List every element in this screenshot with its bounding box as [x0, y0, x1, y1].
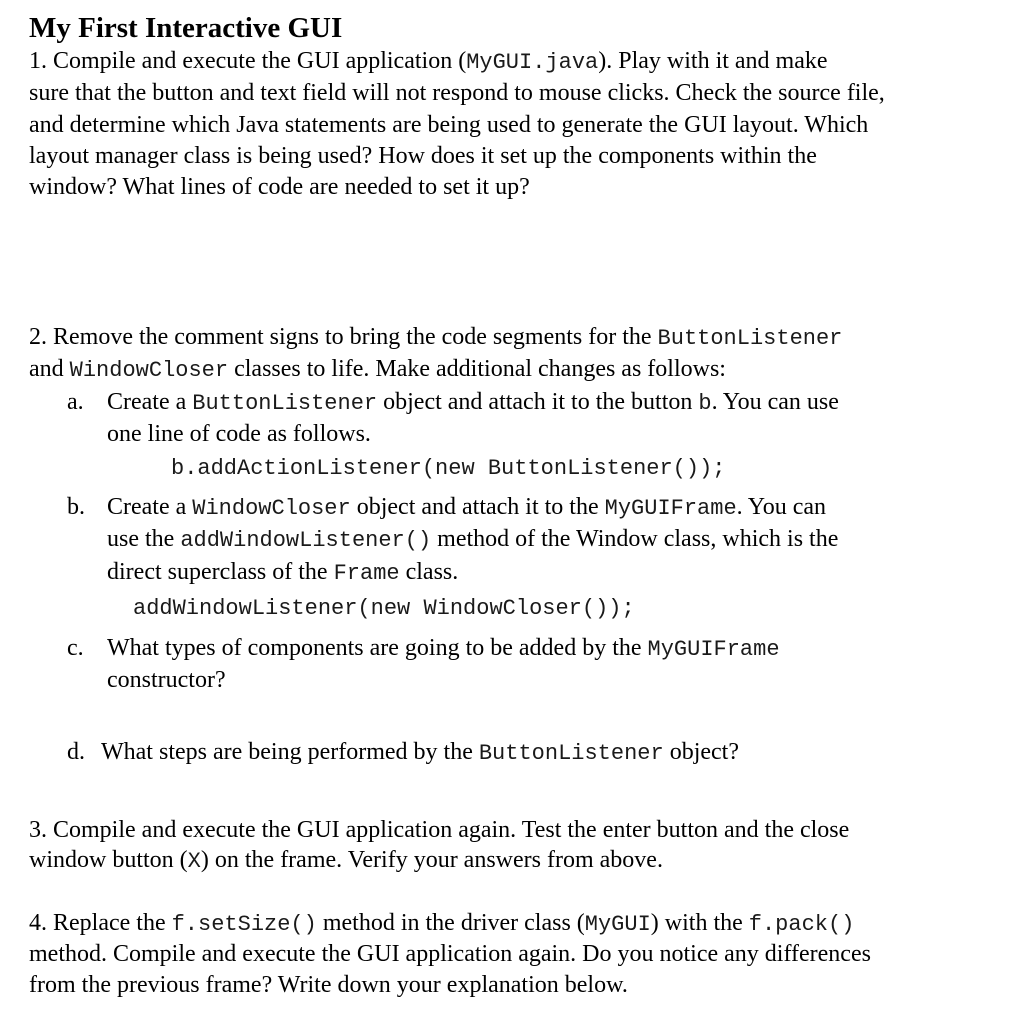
q2c-marker: c.	[67, 635, 84, 661]
q1-line-3: and determine which Java statements are being used to generate the GUI layout. Which	[29, 112, 869, 138]
q1-line-5: window? What lines of code are needed to set it up?	[29, 174, 530, 200]
q2b-line-2: use the addWindowListener() method of the Window class, which is the	[107, 526, 839, 553]
page-title: My First Interactive GUI	[29, 12, 343, 44]
q4-line-3: from the previous frame? Write down your explanation below.	[29, 972, 628, 998]
q1-line-2: sure that the button and text field will not respond to mouse clicks. Check the source file,	[29, 80, 885, 106]
q1-line-4: layout manager class is being used? How does it set up the components within the	[29, 143, 817, 169]
q4-line-2: method. Compile and execute the GUI application again. Do you notice any differences	[29, 941, 871, 967]
q2a-line-2: one line of code as follows.	[107, 421, 371, 447]
q2b-line-3: direct superclass of the Frame class.	[107, 559, 459, 586]
q3-line-2: window button (X) on the frame. Verify your answers from above.	[29, 847, 663, 874]
q4-line-1: 4. Replace the f.setSize() method in the driver class (MyGUI) with the f.pack()	[29, 910, 855, 937]
q2-line-2: and WindowCloser classes to life. Make additional changes as follows:	[29, 356, 726, 383]
q1-line-1: 1. Compile and execute the GUI application (MyGUI.java). Play with it and make	[29, 48, 828, 75]
q2b-line-1: Create a WindowCloser object and attach it to the MyGUIFrame. You can	[107, 494, 827, 521]
q2c-line-2: constructor?	[107, 667, 226, 693]
q2d-marker: d.	[67, 739, 85, 765]
q2c-line-1: What types of components are going to be added by the MyGUIFrame	[107, 635, 780, 662]
q2a-line-1: Create a ButtonListener object and attach it to the button b. You can use	[107, 389, 839, 416]
q2b-code: addWindowListener(new WindowCloser());	[133, 596, 635, 621]
q2d-line-1: What steps are being performed by the ButtonListener object?	[101, 739, 739, 766]
q2b-marker: b.	[67, 494, 85, 520]
q2a-code: b.addActionListener(new ButtonListener());	[171, 456, 726, 481]
q2a-marker: a.	[67, 389, 84, 415]
q2-line-1: 2. Remove the comment signs to bring the code segments for the ButtonListener	[29, 324, 843, 351]
q3-line-1: 3. Compile and execute the GUI application again. Test the enter button and the close	[29, 817, 850, 843]
